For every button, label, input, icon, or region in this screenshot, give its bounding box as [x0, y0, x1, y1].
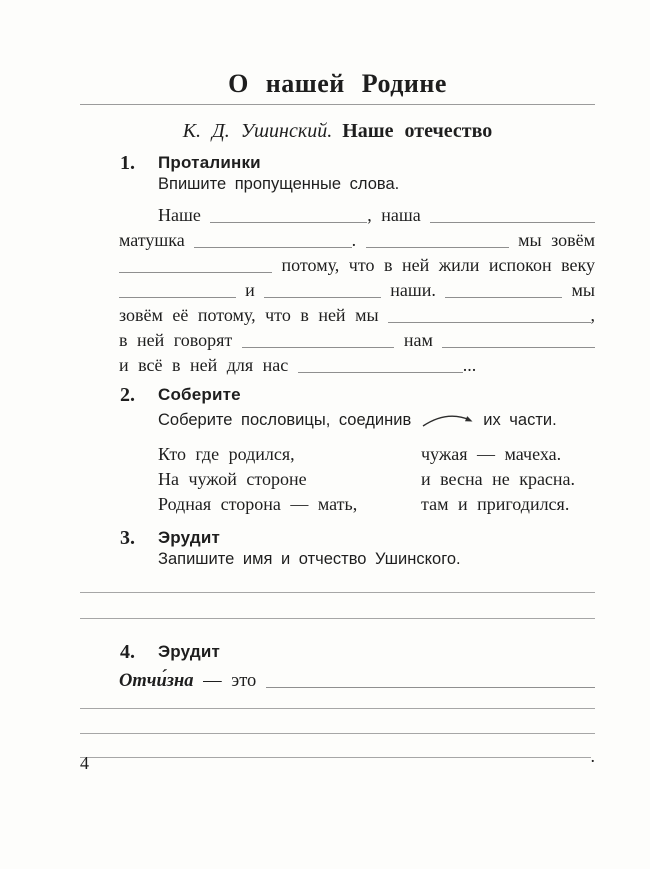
fill-line [119, 278, 595, 303]
proverb-list [158, 442, 595, 517]
exercise-2-title: Соберите [158, 385, 241, 404]
fill-text: мы зовём [508, 230, 595, 250]
fill-text: , наша [367, 205, 431, 225]
exercise-2 [80, 384, 595, 517]
exercise-3-instruction: Запишите имя и отчество Ушинского. [158, 550, 461, 568]
exercise-1-number: 1. [120, 152, 135, 174]
exercise-2-header [120, 384, 595, 406]
exercise-3-number: 3. [120, 527, 135, 549]
answer-blank[interactable] [210, 210, 367, 223]
byline-work: Наше отечество [342, 120, 493, 142]
answer-row [80, 709, 595, 734]
answer-line[interactable] [80, 734, 591, 758]
proverb-row [158, 442, 595, 467]
answer-blank[interactable] [366, 235, 509, 248]
curved-connect-arrow-icon [421, 411, 473, 429]
answer-row [80, 694, 595, 709]
answer-blank[interactable] [445, 285, 562, 298]
answer-blank[interactable] [119, 260, 272, 273]
answer-line[interactable] [80, 593, 595, 619]
fill-line [119, 353, 595, 378]
fill-text: наши. [380, 280, 446, 300]
fill-line [119, 228, 595, 253]
term-word: Отчи́зна [119, 671, 194, 691]
proverb-row [158, 492, 595, 517]
fill-line [119, 328, 595, 353]
exercise-4-number: 4. [120, 641, 135, 663]
exercise-2-instruction [158, 408, 595, 432]
answer-blank[interactable] [430, 210, 595, 223]
exercise-1-header [120, 152, 595, 195]
fill-line [119, 303, 595, 328]
exercise-3-header [120, 527, 595, 570]
answer-blank[interactable] [119, 285, 236, 298]
fill-in-paragraph [119, 203, 595, 378]
fill-text: мы [562, 280, 595, 300]
proverb-left: Родная сторона — мать, [158, 494, 358, 514]
fill-text: . [351, 230, 366, 250]
fill-text: и всё в ней для нас [119, 355, 298, 375]
fill-text: в ней говорят [119, 330, 242, 350]
exercise-4-answer-lines [80, 694, 595, 766]
exercise-3-title: Эрудит [158, 528, 221, 547]
answer-line[interactable] [80, 570, 595, 593]
answer-row [80, 570, 595, 593]
instruction-before: Соберите пословицы, соединив [158, 411, 412, 429]
definition-line [119, 669, 595, 694]
fill-text: Наше [158, 205, 211, 225]
exercise-1-instruction: Впишите пропущенные слова. [158, 175, 400, 193]
exercise-3-answer-lines [80, 570, 595, 619]
exercise-4 [80, 641, 595, 766]
exercise-4-title: Эрудит [158, 642, 221, 661]
proverb-left: Кто где родился, [158, 444, 295, 464]
term-lead: — это [193, 671, 266, 691]
fill-text: зовём её потому, что в ней мы [119, 305, 389, 325]
answer-blank[interactable] [266, 675, 595, 688]
exercise-1 [80, 152, 595, 378]
answer-row [80, 734, 595, 766]
fill-text: потому, что в ней жили испокон веку [272, 255, 595, 275]
answer-row [80, 593, 595, 619]
exercise-1-title: Проталинки [158, 153, 261, 172]
exercise-2-number: 2. [120, 384, 135, 406]
fill-line [119, 253, 595, 278]
fill-text: ... [462, 355, 477, 375]
fill-text: и [235, 280, 265, 300]
answer-line[interactable] [80, 694, 595, 709]
answer-line[interactable] [80, 709, 595, 734]
fill-text: , [590, 305, 595, 325]
page-number: 4 [80, 753, 89, 773]
exercise-3 [80, 527, 595, 619]
instruction-after: их части. [483, 411, 557, 429]
byline-author: К. Д. Ушинский. [182, 120, 333, 142]
page-title: О нашей Родине [228, 69, 447, 98]
fill-text: матушка [119, 230, 195, 250]
answer-blank[interactable] [194, 235, 351, 248]
fill-text: нам [394, 330, 443, 350]
answer-blank[interactable] [388, 310, 590, 323]
exercise-4-header [120, 641, 595, 663]
proverb-right: чужая — мачеха. [421, 444, 562, 464]
proverb-right: там и пригодился. [421, 494, 570, 514]
fill-line [119, 203, 595, 228]
title-rule [80, 104, 595, 105]
answer-blank[interactable] [242, 335, 395, 348]
final-period: . [590, 746, 595, 766]
answer-blank[interactable] [442, 335, 595, 348]
proverb-right: и весна не красна. [421, 469, 576, 489]
answer-blank[interactable] [264, 285, 381, 298]
byline [80, 118, 595, 144]
proverb-row [158, 467, 595, 492]
proverb-left: На чужой стороне [158, 469, 307, 489]
answer-blank[interactable] [298, 360, 463, 373]
